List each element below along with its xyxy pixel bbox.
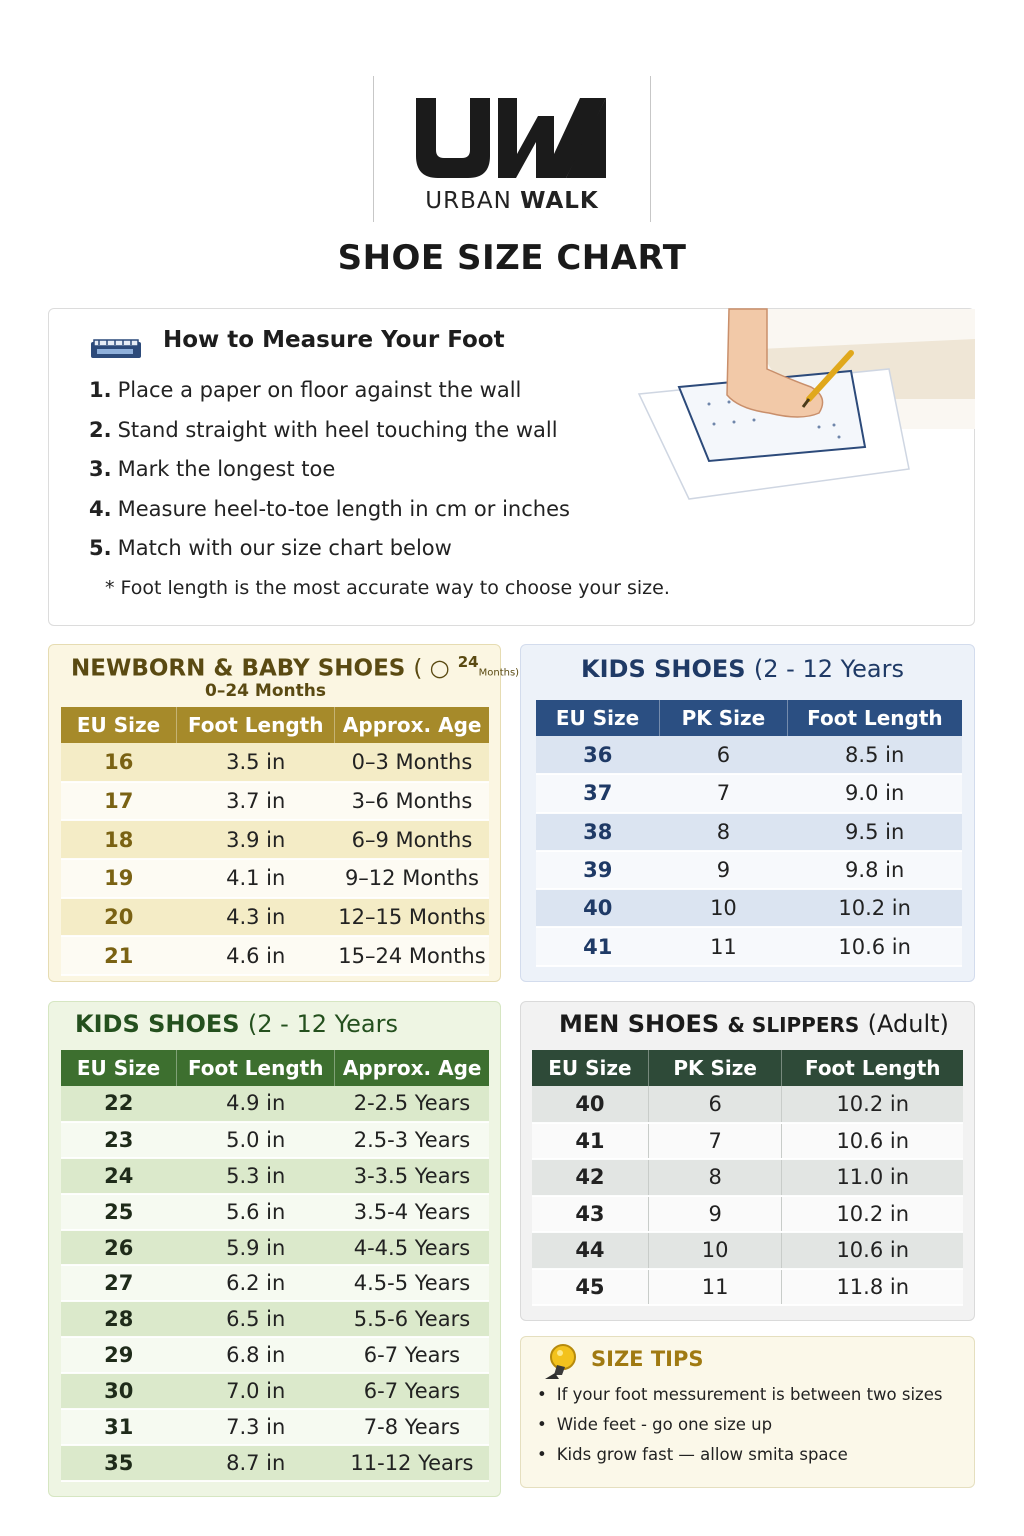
table-cell: 8 xyxy=(648,1159,782,1196)
measure-step: 2. Stand straight with heel touching the wall xyxy=(89,417,558,442)
table-cell: 12–15 Months xyxy=(335,898,489,937)
table-cell: 11.0 in xyxy=(782,1159,963,1196)
table-cell: 9 xyxy=(648,1196,782,1233)
table-cell: 4-4.5 Years xyxy=(335,1230,489,1266)
table-cell: 10.2 in xyxy=(782,1196,963,1233)
measure-title: How to Measure Your Foot xyxy=(163,327,505,353)
measure-step: 5. Match with our size chart below xyxy=(89,536,452,560)
table-cell: 2.5-3 Years xyxy=(335,1122,489,1158)
table-cell: 4.6 in xyxy=(177,936,335,975)
table-cell: 4.3 in xyxy=(177,898,335,937)
kids-green-panel-title: KIDS SHOES (2 - 12 Years xyxy=(75,1010,398,1038)
table-header-row xyxy=(61,1050,489,1086)
table-cell: 6.5 in xyxy=(177,1301,335,1337)
table-row xyxy=(532,1159,963,1196)
table-body xyxy=(61,743,489,975)
table-cell: 7 xyxy=(648,1123,782,1160)
brand-name xyxy=(374,188,650,214)
table-cell: 7 xyxy=(660,774,788,812)
kids-blue-panel-title: KIDS SHOES (2 - 12 Years xyxy=(581,655,904,683)
table-row xyxy=(61,936,489,975)
table-cell: 8.5 in xyxy=(787,736,962,774)
table-cell: 9.0 in xyxy=(787,774,962,812)
eu-size-cell: 20 xyxy=(61,898,177,937)
men-panel-title: MEN SHOES & SLIPPERS (Adult) xyxy=(559,1010,949,1038)
eu-size-cell: 43 xyxy=(532,1196,648,1233)
eu-size-cell: 16 xyxy=(61,743,177,782)
brand-name-bold: WALK xyxy=(520,188,599,214)
table-row xyxy=(532,1269,963,1306)
table-cell: 5.0 in xyxy=(177,1122,335,1158)
eu-size-cell: 38 xyxy=(536,813,660,851)
table-cell: 9 xyxy=(660,851,788,889)
table-cell: 15–24 Months xyxy=(335,936,489,975)
table-row xyxy=(61,743,489,782)
table-cell: 4.5-5 Years xyxy=(335,1265,489,1301)
ruler-icon xyxy=(89,337,145,363)
table-row xyxy=(536,927,962,965)
table-cell: 10 xyxy=(648,1232,782,1269)
table-cell: 6-7 Years xyxy=(335,1337,489,1373)
table-row xyxy=(536,851,962,889)
size-tips-list xyxy=(537,1385,942,1475)
table-row xyxy=(61,782,489,821)
eu-size-cell: 26 xyxy=(61,1230,177,1266)
table-header-row xyxy=(532,1050,963,1086)
column-header: EU Size xyxy=(61,707,177,743)
column-header: EU Size xyxy=(532,1050,648,1086)
eu-size-cell: 42 xyxy=(532,1159,648,1196)
measure-steps-list xyxy=(89,375,570,573)
table-cell: 11 xyxy=(660,927,788,965)
eu-size-cell: 40 xyxy=(532,1086,648,1123)
kids-shoes-age-panel xyxy=(48,1001,501,1497)
eu-size-cell: 44 xyxy=(532,1232,648,1269)
eu-size-cell: 17 xyxy=(61,782,177,821)
table-row xyxy=(61,898,489,937)
table-cell: 0–3 Months xyxy=(335,743,489,782)
page-title: SHOE SIZE CHART xyxy=(337,238,687,278)
table-body xyxy=(536,736,962,966)
table-row xyxy=(61,1445,489,1481)
table-row xyxy=(61,1265,489,1301)
table-row xyxy=(61,820,489,859)
measure-step: 4. Measure heel-to-toe length in cm or inches xyxy=(89,496,570,521)
table-cell: 3.5 in xyxy=(177,743,335,782)
urban-walk-logo-mark xyxy=(416,98,608,178)
foot-measuring-illustration xyxy=(589,309,975,509)
eu-size-cell: 29 xyxy=(61,1337,177,1373)
table-cell: 9.8 in xyxy=(787,851,962,889)
table-cell: 8 xyxy=(660,813,788,851)
table-cell: 5.5-6 Years xyxy=(335,1301,489,1337)
tip-item: • Kids grow fast — allow smita space xyxy=(537,1445,942,1475)
table-row xyxy=(536,889,962,927)
table-row xyxy=(61,1086,489,1122)
table-cell: 3-3.5 Years xyxy=(335,1158,489,1194)
table-row xyxy=(61,1122,489,1158)
eu-size-cell: 39 xyxy=(536,851,660,889)
table-cell: 8.7 in xyxy=(177,1445,335,1481)
table-cell: 11-12 Years xyxy=(335,1445,489,1481)
table-cell: 5.3 in xyxy=(177,1158,335,1194)
table-header-row xyxy=(61,707,489,743)
table-row xyxy=(61,1301,489,1337)
measure-note: * Foot length is the most accurate way to choose your size. xyxy=(105,577,670,599)
eu-size-cell: 28 xyxy=(61,1301,177,1337)
table-cell: 11 xyxy=(648,1269,782,1306)
column-header: Foot Length xyxy=(787,700,962,736)
table-cell: 4.9 in xyxy=(177,1086,335,1122)
table-cell: 2-2.5 Years xyxy=(335,1086,489,1122)
kids-eu-pk-size-table xyxy=(536,700,962,967)
size-tips-title: SIZE TIPS xyxy=(591,1347,704,1371)
table-cell: 6–9 Months xyxy=(335,820,489,859)
column-header: EU Size xyxy=(536,700,660,736)
table-cell: 10.2 in xyxy=(782,1086,963,1123)
table-cell: 6.8 in xyxy=(177,1337,335,1373)
measure-step: 1. Place a paper on floor against the wall xyxy=(89,378,522,402)
baby-panel-title: NEWBORN & BABY SHOES ( ○ $^{24}$Months) xyxy=(71,653,520,682)
table-cell: 10.6 in xyxy=(787,927,962,965)
table-row xyxy=(536,774,962,812)
eu-size-cell: 35 xyxy=(61,1445,177,1481)
eu-size-cell: 41 xyxy=(536,927,660,965)
kids-age-size-table xyxy=(61,1050,489,1482)
eu-size-cell: 31 xyxy=(61,1409,177,1445)
eu-size-cell: 22 xyxy=(61,1086,177,1122)
table-cell: 3.5-4 Years xyxy=(335,1194,489,1230)
eu-size-cell: 37 xyxy=(536,774,660,812)
table-row xyxy=(61,1337,489,1373)
table-cell: 6.2 in xyxy=(177,1265,335,1301)
table-cell: 3.7 in xyxy=(177,782,335,821)
table-cell: 3–6 Months xyxy=(335,782,489,821)
baby-size-table xyxy=(61,707,489,976)
table-row xyxy=(532,1232,963,1269)
eu-size-cell: 45 xyxy=(532,1269,648,1306)
table-cell: 11.8 in xyxy=(782,1269,963,1306)
table-cell: 5.6 in xyxy=(177,1194,335,1230)
tip-item: • Wide feet - go one size up xyxy=(537,1415,942,1445)
brand-logo-block xyxy=(373,76,651,222)
measure-step: 3. Mark the longest toe xyxy=(89,457,336,481)
column-header: PK Size xyxy=(660,700,788,736)
table-cell: 10.6 in xyxy=(782,1232,963,1269)
table-cell: 6 xyxy=(660,736,788,774)
table-cell: 10 xyxy=(660,889,788,927)
table-row xyxy=(61,1194,489,1230)
eu-size-cell: 18 xyxy=(61,820,177,859)
column-header: Foot Length xyxy=(177,1050,335,1086)
column-header: PK Size xyxy=(648,1050,782,1086)
table-cell: 4.1 in xyxy=(177,859,335,898)
tip-item: • If your foot messurement is between two sizes xyxy=(537,1385,942,1415)
column-header: Approx. Age xyxy=(335,707,489,743)
baby-age-range: 0–24 Months xyxy=(205,681,326,701)
eu-size-cell: 19 xyxy=(61,859,177,898)
men-shoes-slippers-panel xyxy=(520,1001,975,1321)
table-cell: 10.6 in xyxy=(782,1123,963,1160)
size-tips-panel xyxy=(520,1336,975,1488)
table-row xyxy=(61,859,489,898)
column-header: Foot Length xyxy=(782,1050,963,1086)
eu-size-cell: 21 xyxy=(61,936,177,975)
table-cell: 7-8 Years xyxy=(335,1409,489,1445)
eu-size-cell: 36 xyxy=(536,736,660,774)
table-cell: 5.9 in xyxy=(177,1230,335,1266)
table-header-row xyxy=(536,700,962,736)
table-row xyxy=(61,1373,489,1409)
brand-name-light: URBAN xyxy=(425,188,512,214)
table-body xyxy=(532,1086,963,1305)
eu-size-cell: 24 xyxy=(61,1158,177,1194)
eu-size-cell: 40 xyxy=(536,889,660,927)
newborn-baby-panel xyxy=(48,644,520,982)
eu-size-cell: 30 xyxy=(61,1373,177,1409)
measure-instructions-card xyxy=(48,308,975,626)
table-row xyxy=(536,813,962,851)
eu-size-cell: 27 xyxy=(61,1265,177,1301)
men-size-table xyxy=(532,1050,963,1306)
table-row xyxy=(532,1196,963,1233)
table-cell: 3.9 in xyxy=(177,820,335,859)
table-row xyxy=(536,736,962,774)
table-row xyxy=(61,1230,489,1266)
eu-size-cell: 25 xyxy=(61,1194,177,1230)
table-row xyxy=(61,1409,489,1445)
table-cell: 10.2 in xyxy=(787,889,962,927)
table-row xyxy=(532,1123,963,1160)
table-row xyxy=(61,1158,489,1194)
table-cell: 9–12 Months xyxy=(335,859,489,898)
table-row xyxy=(532,1086,963,1123)
table-cell: 6-7 Years xyxy=(335,1373,489,1409)
eu-size-cell: 41 xyxy=(532,1123,648,1160)
table-cell: 9.5 in xyxy=(787,813,962,851)
eu-size-cell: 23 xyxy=(61,1122,177,1158)
lightbulb-icon xyxy=(539,1341,583,1385)
column-header: EU Size xyxy=(61,1050,177,1086)
table-cell: 6 xyxy=(648,1086,782,1123)
table-cell: 7.3 in xyxy=(177,1409,335,1445)
column-header: Approx. Age xyxy=(335,1050,489,1086)
kids-shoes-eu-pk-panel xyxy=(520,644,975,982)
table-body xyxy=(61,1086,489,1481)
column-header: Foot Length xyxy=(177,707,335,743)
table-cell: 7.0 in xyxy=(177,1373,335,1409)
